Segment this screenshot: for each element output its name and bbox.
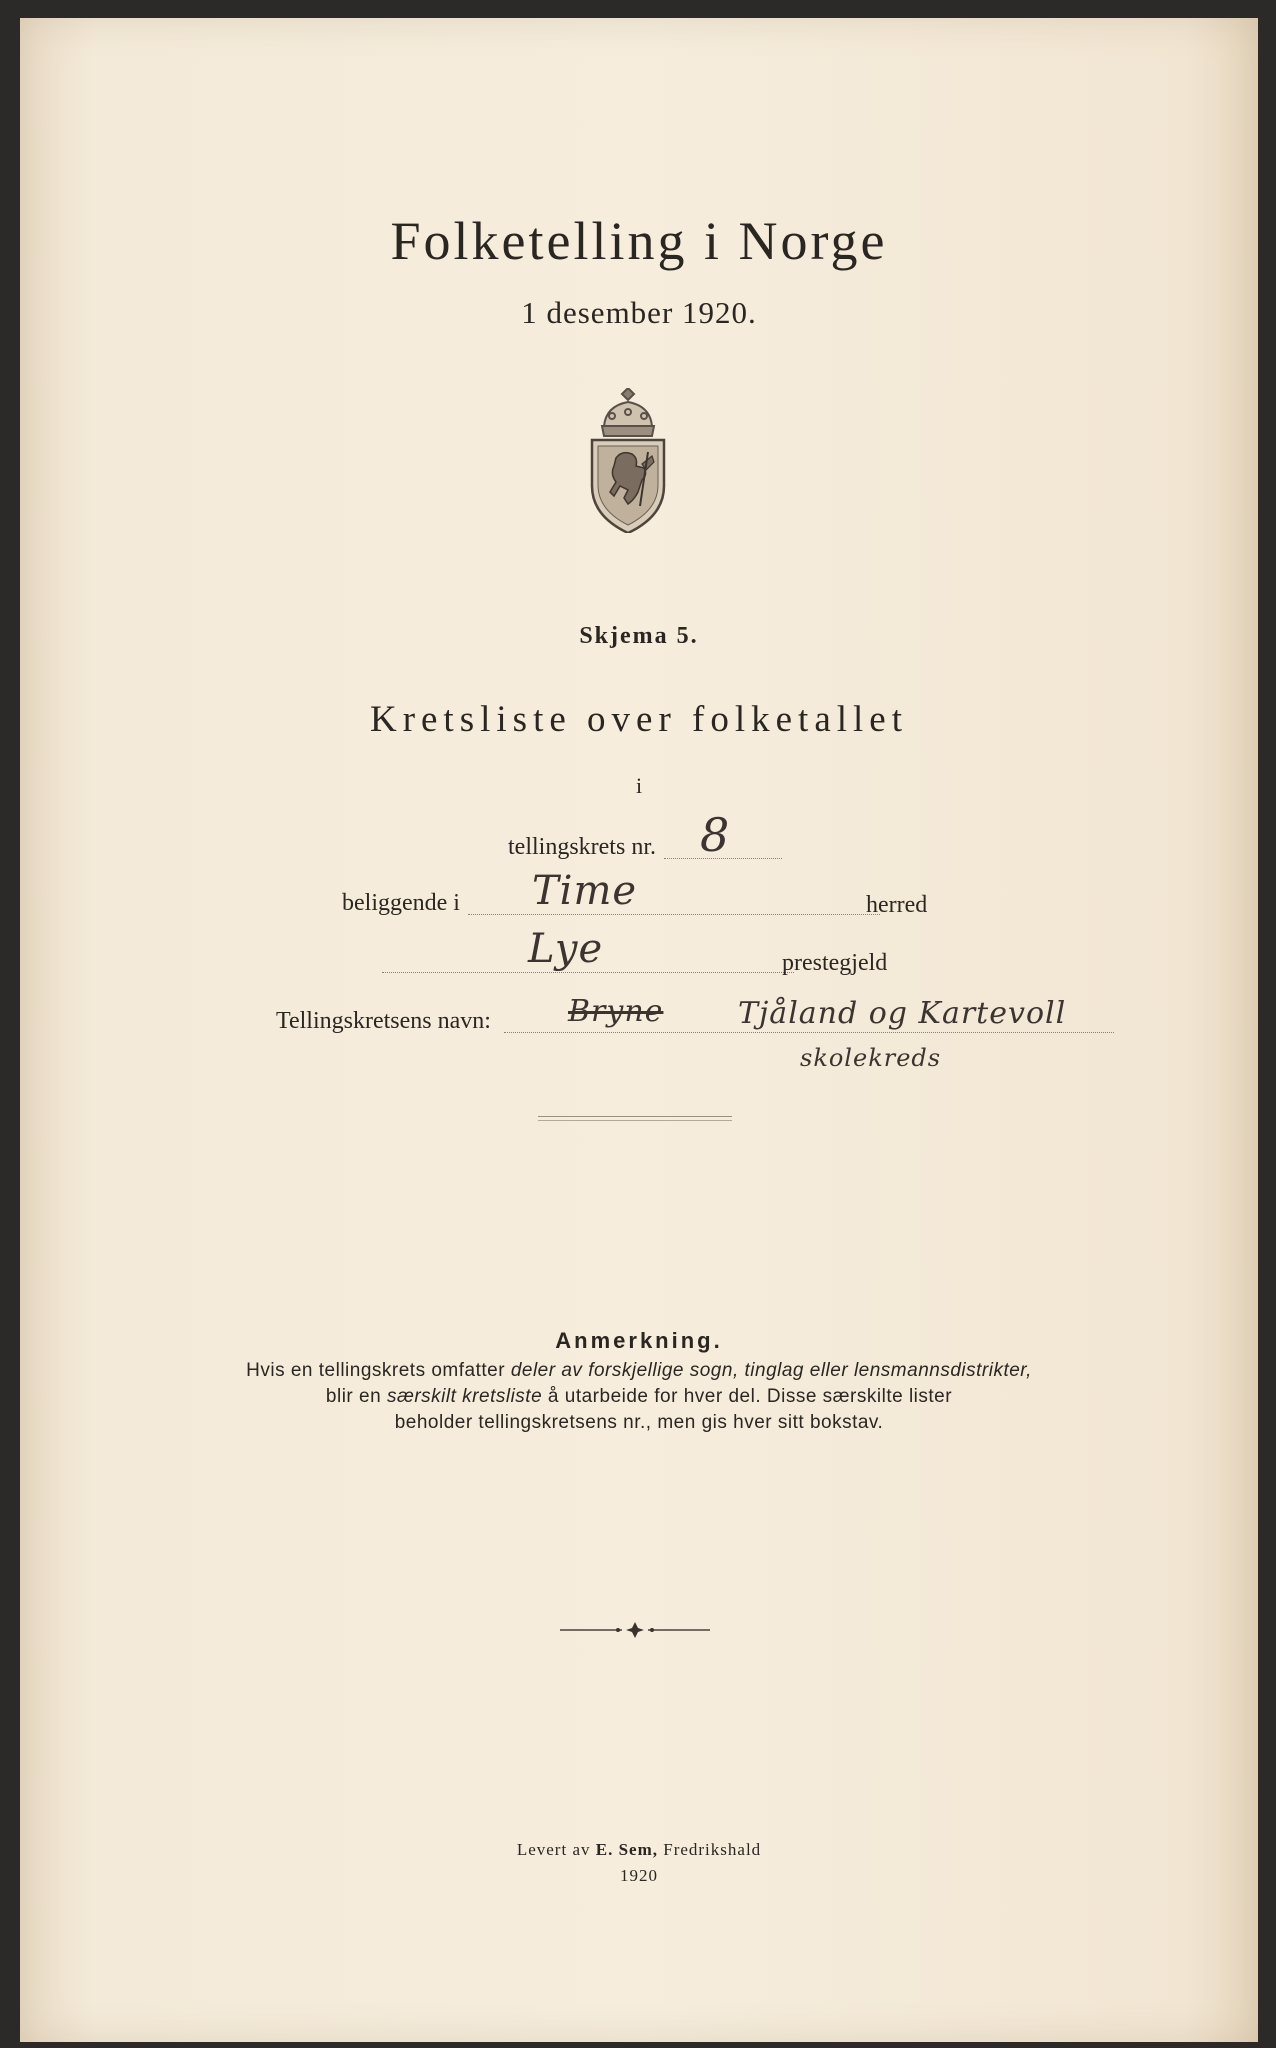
census-form-page <box>20 18 1258 2042</box>
herred-label: herred <box>866 892 928 918</box>
remark-line-2-text-a: blir en <box>325 1386 387 1407</box>
remark-heading: Anmerkning. <box>555 1328 723 1353</box>
beliggende-label: beliggende i <box>342 890 460 916</box>
preposition-i: i <box>635 773 643 798</box>
printer-place: Fredrikshald <box>657 1840 762 1859</box>
prestegjeld-label: prestegjeld <box>782 950 888 976</box>
printer-name: E. Sem, <box>595 1840 658 1859</box>
norwegian-lion-coat-of-arms-icon <box>582 388 674 533</box>
census-date: 1 desember 1920. <box>521 295 757 330</box>
remark-line-2 <box>20 1386 1258 1408</box>
navn-label: Tellingskretsens navn: <box>276 1008 491 1034</box>
list-title: Kretsliste over folketallet <box>369 699 909 740</box>
remark-line-1-text: Hvis en tellingskrets omfatter <box>246 1360 511 1381</box>
printer-prefix: Levert av <box>516 1840 596 1859</box>
prestegjeld-value: Lye <box>528 926 604 972</box>
remark-line-2-italic: særskilt kretsliste <box>386 1386 543 1407</box>
remark-line-2-text-c: å utarbeide for hver del. Disse særskilte lister <box>542 1386 953 1407</box>
remark-line-1-italic: deler av forskjellige sogn, tinglag eller lensmannsdistrikter, <box>510 1360 1032 1381</box>
navn-value: Tjåland og Kartevoll <box>738 996 1067 1031</box>
page-title: Folketelling i Norge <box>390 211 888 271</box>
tellingskrets-value: 8 <box>700 808 731 862</box>
printer-line <box>20 1840 1258 1860</box>
tellingskrets-label: tellingskrets nr. <box>508 834 656 860</box>
remark-line-1 <box>20 1360 1258 1382</box>
navn-struck-value: Bryne <box>568 994 664 1029</box>
beliggende-value: Time <box>532 868 638 914</box>
printer-year: 1920 <box>620 1866 658 1885</box>
divider-rule <box>538 1116 732 1117</box>
ornament-divider-icon <box>560 1620 710 1640</box>
prestegjeld-dotted-line <box>382 972 794 973</box>
divider-rule-thin <box>538 1120 732 1121</box>
remark-line-3: beholder tellingskretsens nr., men gis hver sitt bokstav. <box>394 1412 884 1433</box>
navn-value-line2: skolekreds <box>800 1044 942 1072</box>
schema-number: Skjema 5. <box>579 623 699 649</box>
navn-dotted-line <box>504 1032 1114 1033</box>
beliggende-dotted-line <box>468 914 880 915</box>
